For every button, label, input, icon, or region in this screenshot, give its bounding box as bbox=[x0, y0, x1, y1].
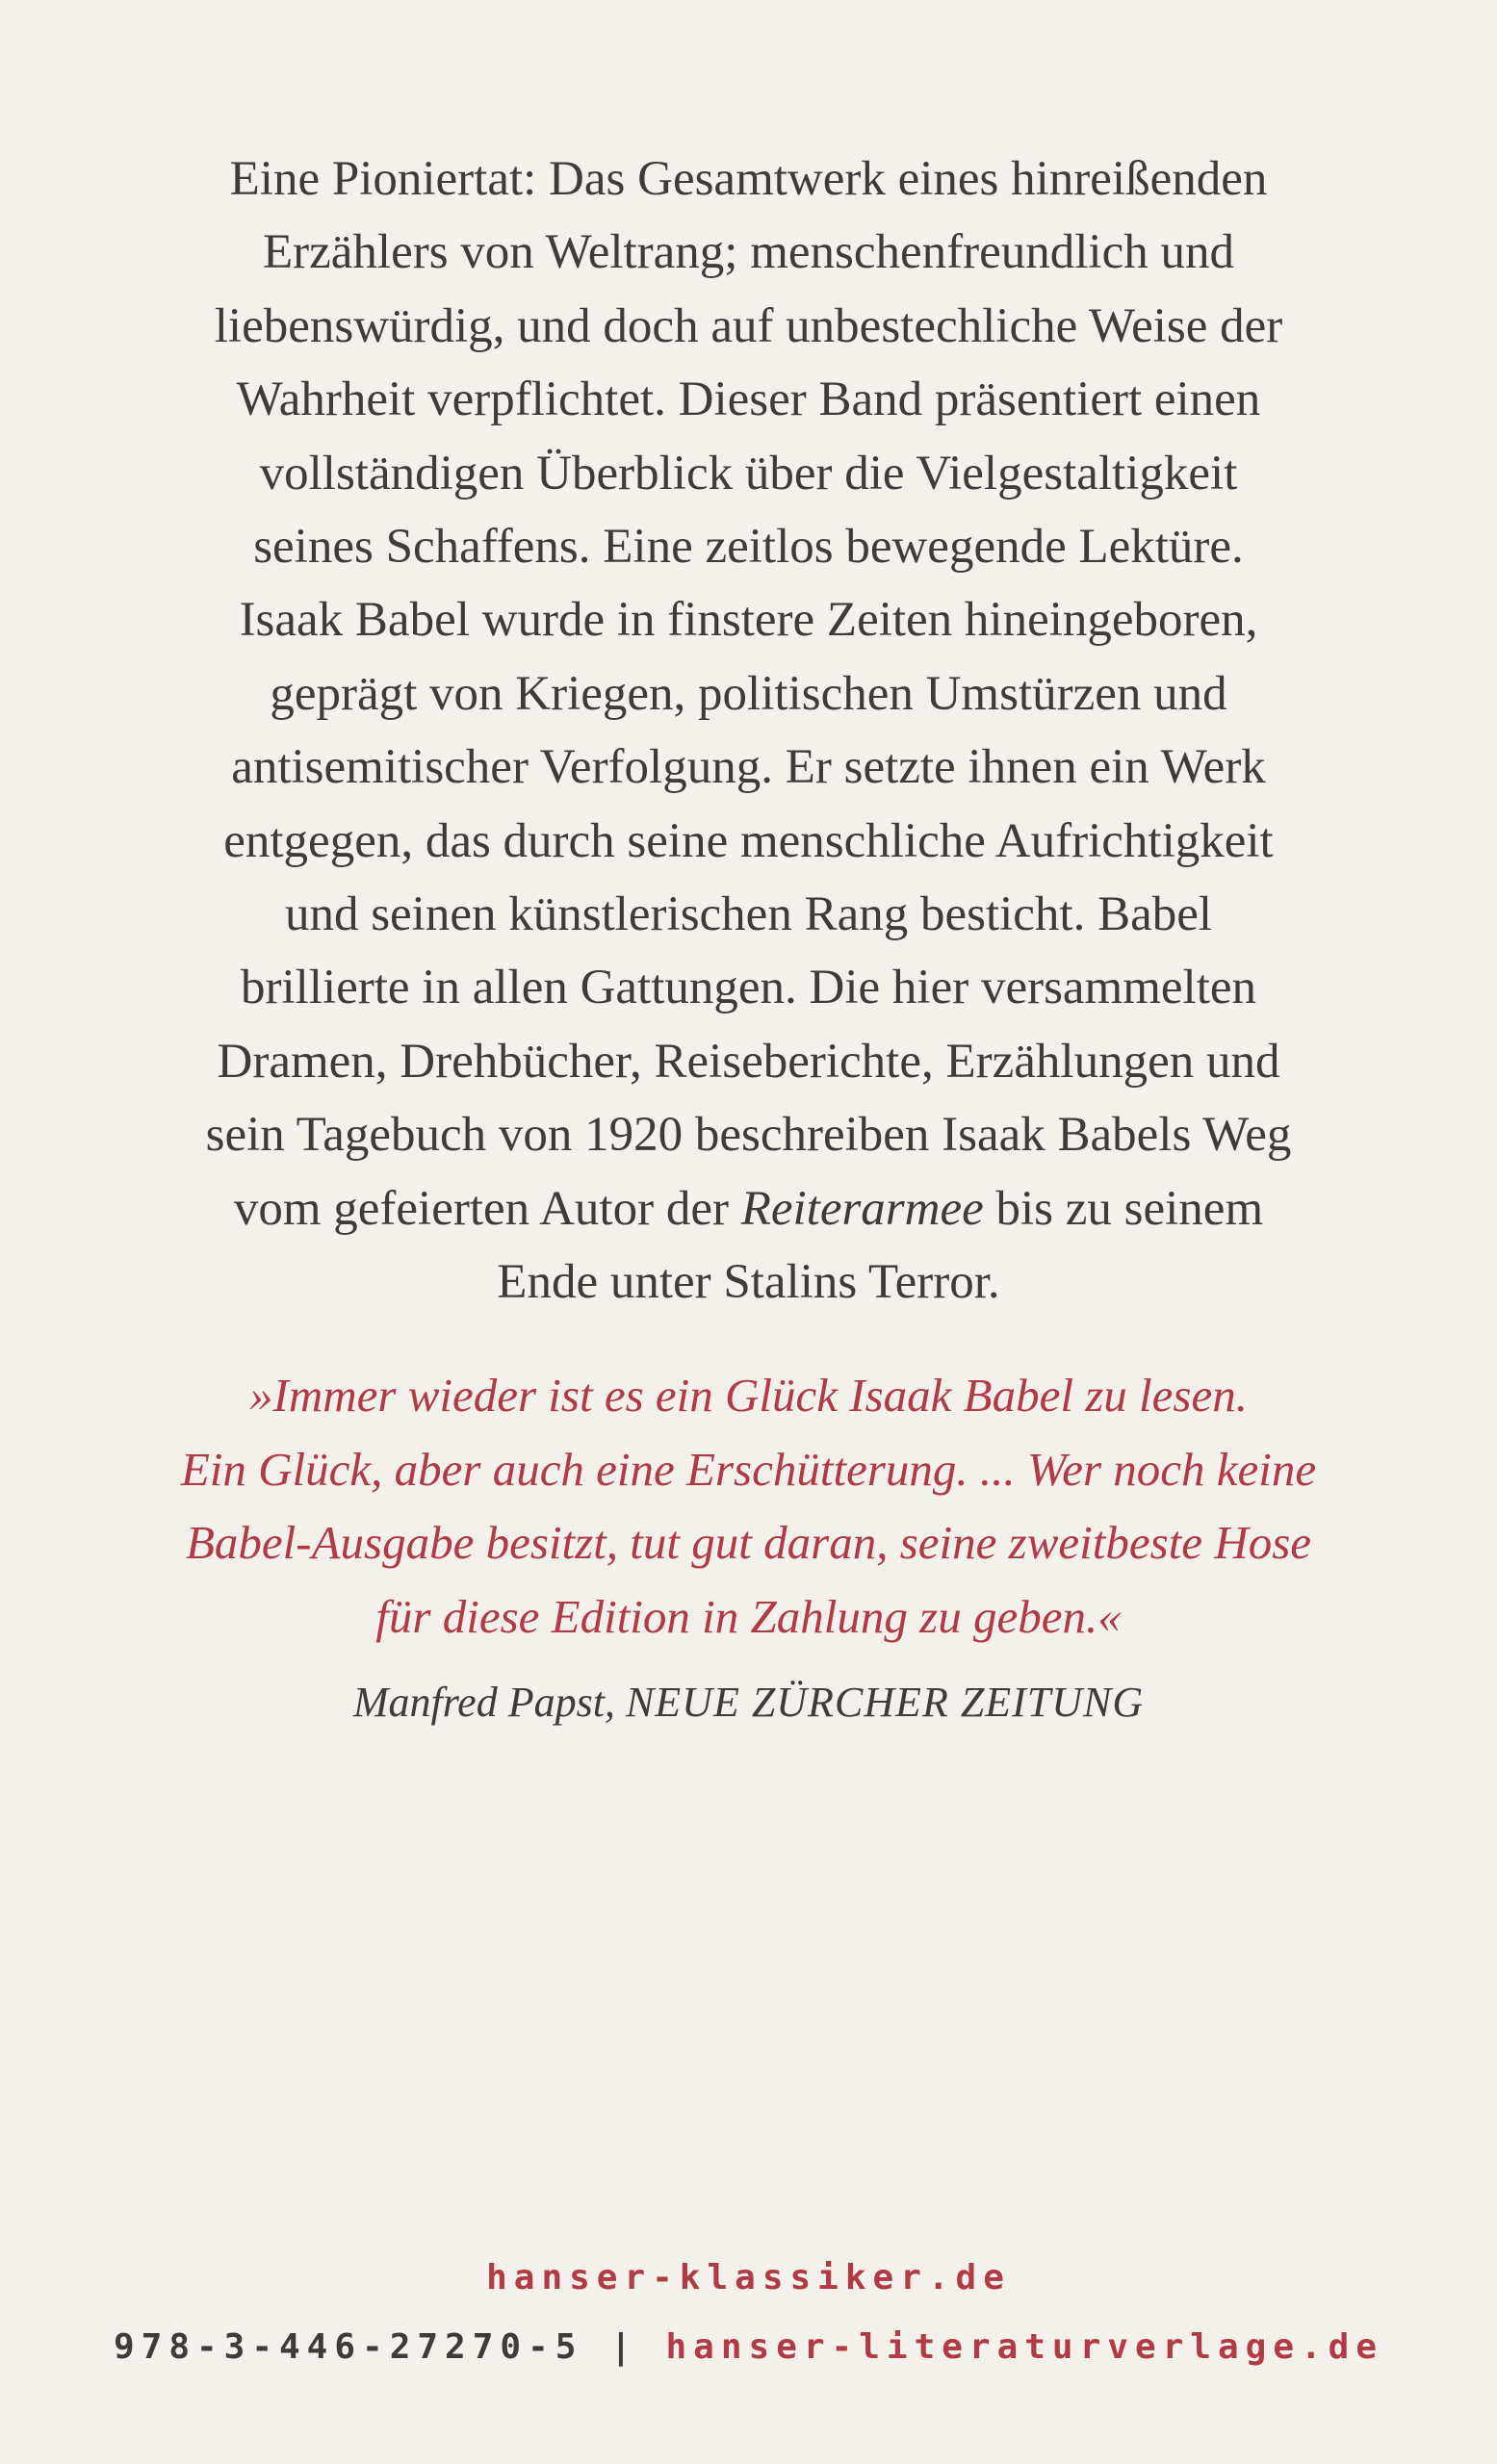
publisher-url[interactable]: hanser-literaturverlage.de bbox=[665, 2327, 1384, 2367]
blurb-line: und seinen künstlerischen Rang besticht. Babel bbox=[284, 887, 1213, 942]
blurb-line: sein Tagebuch von 1920 beschreiben Isaak Babels Weg bbox=[205, 1108, 1292, 1163]
quote-attribution bbox=[116, 1669, 1381, 1736]
isbn: 978-3-446-27270-5 bbox=[113, 2327, 583, 2367]
blurb-line: Dramen, Drehbücher, Reiseberichte, Erzählungen und bbox=[217, 1034, 1280, 1089]
blurb-line: liebenswürdig, und doch auf unbestechliche Weise der bbox=[214, 298, 1283, 353]
blurb-line: Erzählers von Weltrang; menschenfreundlich und bbox=[263, 225, 1234, 280]
blurb-line bbox=[116, 1172, 1381, 1245]
blurb-text-segment: bis zu seinem bbox=[983, 1181, 1264, 1236]
press-quote bbox=[116, 1359, 1381, 1654]
blurb-line: Eine Pioniertat: Das Gesamtwerk eines hinreißenden bbox=[229, 152, 1268, 206]
quote-line: Babel-Ausgabe besitzt, tut gut daran, seine zweitbeste Hose bbox=[185, 1516, 1312, 1569]
separator: | bbox=[610, 2327, 638, 2367]
quote-source: NEUE ZÜRCHER ZEITUNG bbox=[625, 1679, 1145, 1726]
blurb-line: entgegen, das durch seine menschliche Aufrichtigkeit bbox=[223, 813, 1274, 868]
quote-line: »Immer wieder ist es ein Glück Isaak Babel zu lesen. bbox=[249, 1369, 1248, 1422]
blurb-line: geprägt von Kriegen, politischen Umstürzen und bbox=[270, 666, 1227, 721]
blurb-line: seines Schaffens. Eine zeitlos bewegende Lektüre. bbox=[253, 520, 1244, 575]
blurb-text bbox=[116, 142, 1381, 1320]
blurb-line: brillierte in allen Gattungen. Die hier versammelten bbox=[240, 961, 1257, 1015]
quote-line: für diese Edition in Zahlung zu geben.« bbox=[375, 1589, 1122, 1643]
blurb-line: Wahrheit verpflichtet. Dieser Band präsentiert einen bbox=[236, 372, 1261, 427]
blurb-line: antisemitischer Verfolgung. Er setzte ihnen ein Werk bbox=[231, 740, 1266, 795]
quote-line: Ein Glück, aber auch eine Erschütterung. ... Wer noch keine bbox=[180, 1442, 1317, 1496]
blurb-line: vollständigen Überblick über die Vielgestaltigkeit bbox=[259, 446, 1238, 500]
quote-author: Manfred Papst, bbox=[352, 1679, 615, 1726]
book-title-reiterarmee: Reiterarmee bbox=[740, 1181, 984, 1236]
blurb-line: Ende unter Stalins Terror. bbox=[497, 1255, 1000, 1310]
blurb-text-segment: vom gefeierten Autor der bbox=[233, 1181, 741, 1236]
blurb-line: Isaak Babel wurde in finstere Zeiten hineingeboren, bbox=[239, 593, 1258, 648]
footer-isbn-row bbox=[0, 2323, 1497, 2372]
classics-url[interactable]: hanser-klassiker.de bbox=[486, 2258, 1011, 2297]
